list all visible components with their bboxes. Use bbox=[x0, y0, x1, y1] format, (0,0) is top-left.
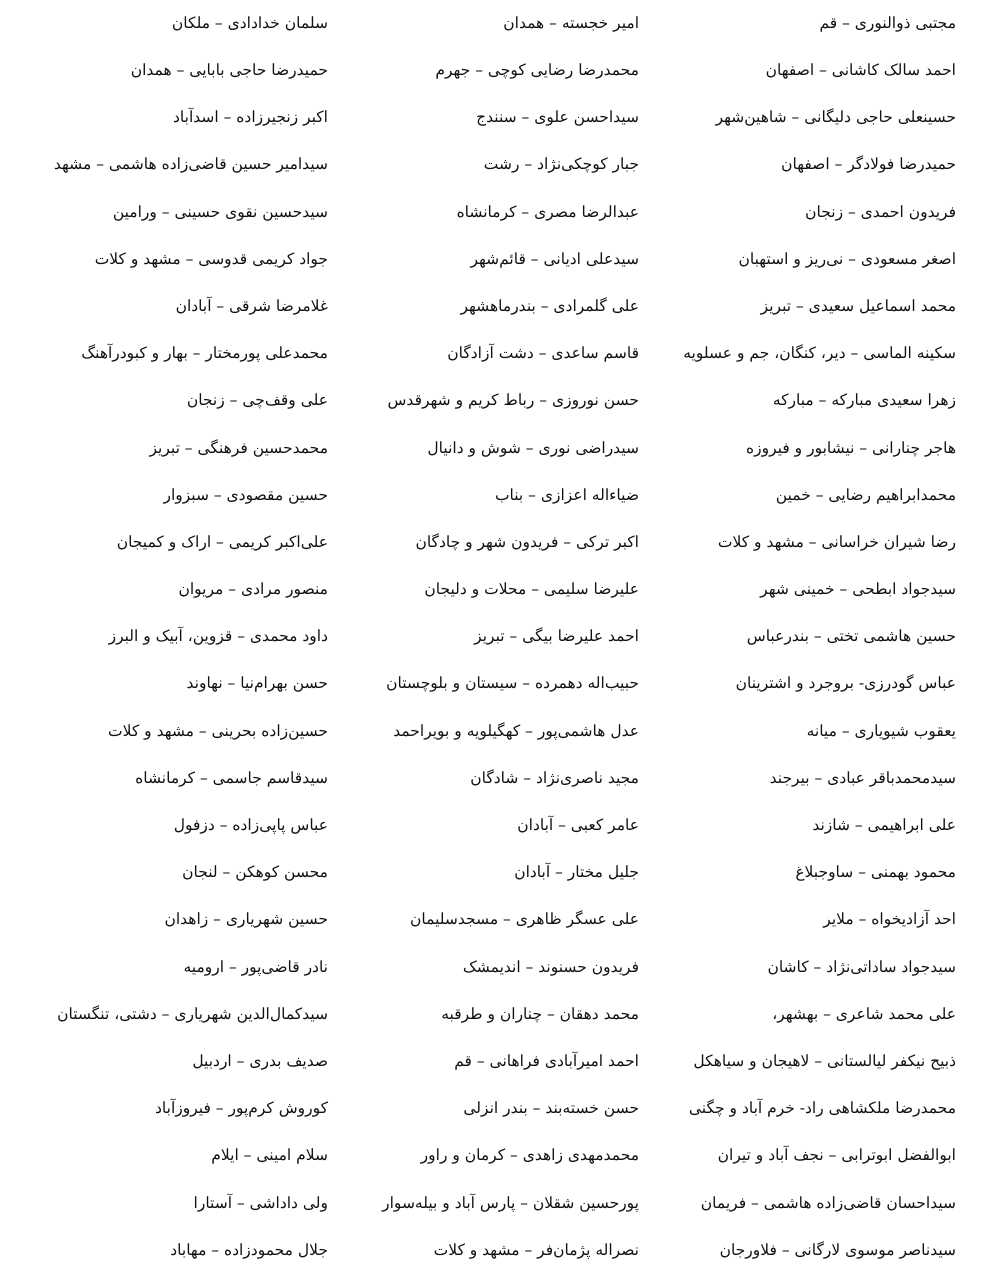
name-entry bbox=[329, 378, 659, 425]
name-entry bbox=[659, 47, 989, 94]
name-entry bbox=[329, 1133, 659, 1180]
name-entry-text: حسین مقصودی – سبزوار bbox=[163, 485, 328, 504]
name-entry-text: صدیف بدری – اردبیل bbox=[192, 1051, 328, 1070]
name-entry-text: عامر کعبی – آبادان bbox=[517, 816, 639, 835]
name-entry bbox=[329, 1038, 659, 1085]
name-entry bbox=[659, 425, 989, 472]
name-entry-text: جبار کوچکی‌نژاد – رشت bbox=[483, 155, 639, 174]
name-entry bbox=[0, 47, 329, 94]
name-entry bbox=[0, 142, 329, 189]
name-entry bbox=[0, 661, 329, 708]
name-entry bbox=[659, 566, 989, 613]
name-entry-text: احمد علیرضا بیگی – تبریز bbox=[474, 627, 639, 646]
name-entry bbox=[329, 944, 659, 991]
name-entry-text: عبدالرضا مصری – کرمانشاه bbox=[456, 202, 639, 221]
name-entry bbox=[329, 566, 659, 613]
name-entry-text: فریدون حسنوند – اندیمشک bbox=[462, 957, 639, 976]
name-entry bbox=[0, 849, 329, 896]
name-entry bbox=[659, 755, 989, 802]
name-entry-text: علی گلمرادی – بندرماهشهر bbox=[460, 296, 639, 315]
name-entry-text: سیدقاسم جاسمی – کرمانشاه bbox=[135, 768, 328, 787]
name-entry-text: سیدامیر حسین قاضی‌زاده هاشمی – مشهد bbox=[53, 155, 328, 174]
name-entry-text: اکبر ترکی – فریدون شهر و چادگان bbox=[415, 532, 639, 551]
name-entry-text: محمود بهمنی – ساوجبلاغ bbox=[795, 863, 956, 882]
name-entry-text: جلیل مختار – آبادان bbox=[514, 863, 639, 882]
name-entry-text: سیداحسن علوی – سنندج bbox=[476, 108, 639, 127]
name-entry-text: احمد سالک کاشانی – اصفهان bbox=[765, 61, 956, 80]
name-entry-text: جلال محمودزاده – مهاباد bbox=[170, 1240, 328, 1259]
name-entry-text: سیدحسین نقوی حسینی – ورامین bbox=[112, 202, 328, 221]
name-entry-text: نصراله پژمان‌فر – مشهد و کلات bbox=[433, 1240, 639, 1259]
name-entry-text: احمد امیرآبادی فراهانی – قم bbox=[454, 1051, 639, 1070]
name-entry-text: اکبر زنجیرزاده – اسدآباد bbox=[173, 108, 328, 127]
name-entry-text: علی محمد شاعری – بهشهر، bbox=[772, 1004, 956, 1023]
name-entry bbox=[659, 472, 989, 519]
name-entry bbox=[329, 1085, 659, 1132]
name-entry bbox=[0, 897, 329, 944]
name-entry bbox=[0, 378, 329, 425]
name-entry-text: محمدعلی پورمختار – بهار و کبودرآهنگ bbox=[81, 344, 328, 363]
name-entry bbox=[659, 1085, 989, 1132]
name-entry-text: حسین‌زاده بحرینی – مشهد و کلات bbox=[108, 721, 328, 740]
name-entry-text: جواد کریمی قدوسی – مشهد و کلات bbox=[94, 249, 328, 268]
name-entry bbox=[0, 94, 329, 141]
name-entry bbox=[329, 897, 659, 944]
name-entry-text: حبیب‌اله دهمرده – سیستان و بلوچستان bbox=[386, 674, 639, 693]
name-entry bbox=[659, 94, 989, 141]
name-entry bbox=[0, 1085, 329, 1132]
name-entry bbox=[0, 802, 329, 849]
name-entry-text: حسینعلی حاجی دلیگانی – شاهین‌شهر bbox=[715, 108, 956, 127]
name-entry-text: محمدابراهیم رضایی – خمین bbox=[775, 485, 956, 504]
name-entry bbox=[659, 283, 989, 330]
name-entry bbox=[659, 897, 989, 944]
name-entry bbox=[659, 708, 989, 755]
name-entry bbox=[329, 425, 659, 472]
name-entry-text: حمیدرضا حاجی بابایی – همدان bbox=[130, 61, 328, 80]
name-entry bbox=[329, 661, 659, 708]
name-entry-text: سیدراضی نوری – شوش و دانیال bbox=[427, 438, 639, 457]
name-entry-text: سیداحسان قاضی‌زاده هاشمی – فریمان bbox=[700, 1193, 956, 1212]
name-entry-text: کوروش کرم‌پور – فیروزآباد bbox=[155, 1099, 328, 1118]
name-entry bbox=[0, 1227, 329, 1274]
name-entry bbox=[0, 472, 329, 519]
name-entry bbox=[329, 708, 659, 755]
name-entry-text: عباس پاپی‌زاده – دزفول bbox=[173, 816, 328, 835]
name-entry-text: علی‌اکبر کریمی – اراک و کمیجان bbox=[116, 532, 328, 551]
name-entry bbox=[0, 1133, 329, 1180]
name-entry-text: زهرا سعیدی مبارکه – مبارکه bbox=[772, 391, 956, 410]
name-entry-text: عدل هاشمی‌پور – کهگیلویه و بویراحمد bbox=[393, 721, 639, 740]
name-entry bbox=[659, 378, 989, 425]
name-entry-text: سیدکمال‌الدین شهریاری – دشتی، تنگستان bbox=[57, 1004, 328, 1023]
name-entry bbox=[329, 1180, 659, 1227]
name-entry bbox=[329, 849, 659, 896]
name-entry-text: حسن نوروزی – رباط کریم و شهرقدس bbox=[387, 391, 639, 410]
name-entry bbox=[0, 944, 329, 991]
name-entry-text: محسن کوهکن – لنجان bbox=[182, 863, 328, 882]
name-entry bbox=[659, 1180, 989, 1227]
name-entry bbox=[329, 47, 659, 94]
name-entry bbox=[659, 1038, 989, 1085]
name-entry-text: سکینه الماسی – دیر، کنگان، جم و عسلویه bbox=[683, 344, 956, 363]
name-entry bbox=[0, 189, 329, 236]
name-entry bbox=[0, 708, 329, 755]
name-entry bbox=[329, 613, 659, 660]
name-entry-text: حسن بهرام‌نیا – نهاوند bbox=[186, 674, 328, 693]
name-entry-text: اصغر مسعودی – نی‌ریز و استهبان bbox=[738, 249, 956, 268]
name-entry-text: نادر قاضی‌پور – ارومیه bbox=[183, 957, 328, 976]
name-entry bbox=[329, 94, 659, 141]
name-entry-text: سلام امینی – ایلام bbox=[211, 1146, 328, 1165]
name-entry bbox=[659, 944, 989, 991]
name-entry-text: داود محمدی – قزوین، آبیک و البرز bbox=[108, 627, 328, 646]
name-entry bbox=[659, 189, 989, 236]
name-entry-text: مجید ناصری‌نژاد – شادگان bbox=[470, 768, 639, 787]
name-entry-text: سیدمحمدباقر عبادی – بیرجند bbox=[769, 768, 956, 787]
name-entry-text: احد آزادیخواه – ملایر bbox=[823, 910, 956, 929]
name-entry bbox=[0, 755, 329, 802]
name-entry-text: غلامرضا شرقی – آبادان bbox=[175, 296, 328, 315]
name-entry bbox=[329, 802, 659, 849]
name-entry bbox=[329, 991, 659, 1038]
name-entry-text: عباس گودرزی- بروجرد و اشترینان bbox=[735, 674, 956, 693]
name-entry bbox=[0, 236, 329, 283]
name-entry bbox=[0, 283, 329, 330]
name-entry bbox=[329, 236, 659, 283]
name-entry-text: امیر خجسته – همدان bbox=[503, 13, 639, 32]
name-entry bbox=[329, 330, 659, 377]
name-entry-text: حسین هاشمی تختی – بندرعباس bbox=[746, 627, 956, 646]
name-entry-text: یعقوب شیویاری – میانه bbox=[806, 721, 956, 740]
name-entry bbox=[329, 0, 659, 47]
name-entry-text: ولی داداشی – آستارا bbox=[193, 1193, 328, 1212]
name-entry bbox=[659, 802, 989, 849]
name-entry bbox=[659, 1227, 989, 1274]
name-entry bbox=[0, 1038, 329, 1085]
name-entry bbox=[659, 330, 989, 377]
name-entry-text: محمدمهدی زاهدی – کرمان و راور bbox=[420, 1146, 639, 1165]
name-entry bbox=[0, 566, 329, 613]
name-entry bbox=[329, 1227, 659, 1274]
name-entry bbox=[0, 330, 329, 377]
name-entry-text: سیدعلی ادیانی – قائم‌شهر bbox=[470, 249, 639, 268]
name-entry-text: ذبیح نیکفر لیالستانی – لاهیجان و سیاهکل bbox=[693, 1051, 956, 1070]
name-entry bbox=[329, 189, 659, 236]
name-entry-text: ابوالفضل ابوترابی – نجف آباد و تیران bbox=[717, 1146, 956, 1165]
name-entry bbox=[0, 991, 329, 1038]
name-entry-text: مجتبی ذوالنوری – قم bbox=[819, 13, 956, 32]
name-entry-text: محمدرضا ملکشاهی راد- خرم آباد و چگنی bbox=[688, 1099, 956, 1118]
name-entry bbox=[659, 661, 989, 708]
name-entry-text: سیدجواد ساداتی‌نژاد – کاشان bbox=[767, 957, 956, 976]
name-entry-text: علی عسگر ظاهری – مسجدسلیمان bbox=[410, 910, 639, 929]
name-entry bbox=[0, 613, 329, 660]
name-entry bbox=[0, 1180, 329, 1227]
name-entry bbox=[329, 283, 659, 330]
name-entry-text: رضا شیران خراسانی – مشهد و کلات bbox=[717, 532, 956, 551]
name-entry-text: علی ابراهیمی – شازند bbox=[812, 816, 956, 835]
name-entry bbox=[659, 991, 989, 1038]
name-entry bbox=[659, 849, 989, 896]
name-entry bbox=[659, 142, 989, 189]
name-entry-text: محمدحسین فرهنگی – تبریز bbox=[149, 438, 328, 457]
name-entry-text: منصور مرادی – مریوان bbox=[178, 580, 328, 599]
name-entry bbox=[0, 519, 329, 566]
name-entry-text: سلمان خدادادی – ملکان bbox=[171, 13, 328, 32]
name-entry-text: محمد اسماعیل سعیدی – تبریز bbox=[760, 296, 956, 315]
name-entry-text: محمدرضا رضایی کوچی – جهرم bbox=[435, 61, 639, 80]
name-entry bbox=[0, 0, 329, 47]
name-entry-text: پورحسین شقلان – پارس آباد و بیله‌سوار bbox=[382, 1193, 639, 1212]
name-entry bbox=[329, 755, 659, 802]
name-entry-text: حمیدرضا فولادگر – اصفهان bbox=[781, 155, 956, 174]
name-entry bbox=[329, 519, 659, 566]
name-entry-text: حسین شهریاری – زاهدان bbox=[164, 910, 328, 929]
name-entry bbox=[0, 425, 329, 472]
name-entry-text: علیرضا سلیمی – محلات و دلیجان bbox=[424, 580, 639, 599]
name-entry-text: سیدناصر موسوی لارگانی – فلاورجان bbox=[719, 1240, 956, 1259]
name-entry bbox=[329, 142, 659, 189]
name-entry bbox=[659, 613, 989, 660]
name-entry-text: فریدون احمدی – زنجان bbox=[805, 202, 956, 221]
name-entry-text: ضیاءاله اعزازی – بناب bbox=[494, 485, 639, 504]
name-entry-text: قاسم ساعدی – دشت آزادگان bbox=[447, 344, 639, 363]
name-entry-text: هاجر چنارانی – نیشابور و فیروزه bbox=[746, 438, 956, 457]
name-entry bbox=[659, 0, 989, 47]
name-entry-text: سیدجواد ابطحی – خمینی شهر bbox=[760, 580, 956, 599]
name-entry bbox=[659, 236, 989, 283]
name-entry bbox=[659, 519, 989, 566]
name-entry bbox=[659, 1133, 989, 1180]
name-entry-text: علی وقف‌چی – زنجان bbox=[186, 391, 328, 410]
name-entry bbox=[329, 472, 659, 519]
name-entry-text: محمد دهقان – چناران و طرقبه bbox=[441, 1004, 639, 1023]
name-entry-text: حسن خسته‌بند – بندر انزلی bbox=[463, 1099, 639, 1118]
